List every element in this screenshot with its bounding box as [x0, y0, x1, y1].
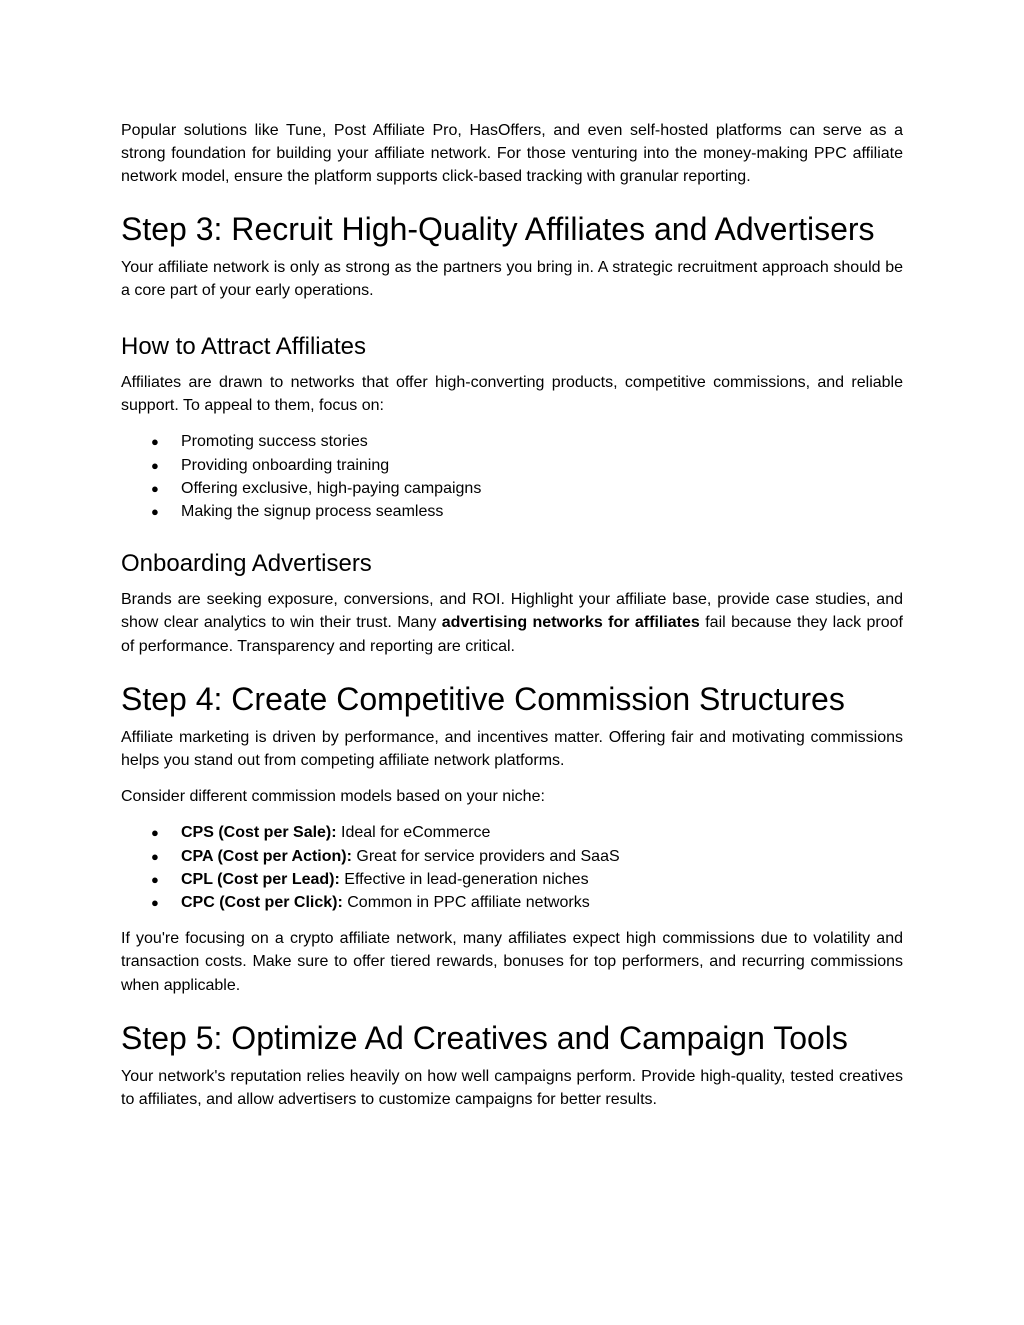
model-description: Common in PPC affiliate networks	[342, 894, 590, 912]
onboarding-advertisers-heading: Onboarding Advertisers	[121, 550, 372, 578]
commission-models-list	[121, 821, 903, 914]
model-term: CPC (Cost per Click):	[181, 894, 343, 912]
attract-affiliates-heading: How to Attract Affiliates	[121, 333, 367, 361]
list-item: ● Making the signup process seamless	[121, 500, 903, 523]
list-item	[121, 868, 903, 891]
model-term: CPS (Cost per Sale):	[181, 824, 337, 842]
list-item: ● Offering exclusive, high-paying campaigns	[121, 477, 903, 500]
onboarding-text-before: Brands are seeking exposure, conversions, and ROI. Highlight your affiliate base, provide case studies, and show clear analytics to win their trust. Many	[121, 591, 903, 632]
step4-heading: Step 4: Create Competitive Commission Structures	[121, 680, 845, 717]
step3-heading: Step 3: Recruit High-Quality Affiliates and Advertisers	[121, 210, 875, 247]
model-description: Effective in lead-generation niches	[339, 870, 589, 888]
step3-paragraph: Your affiliate network is only as strong as the partners you bring in. A strategic recruitment approach should be a core part of your early operations.	[121, 258, 903, 299]
step5-paragraph: Your network's reputation relies heavily on how well campaigns perform. Provide high-quality, tested creatives to affiliates, and allow advertisers to customize campaigns for better results.	[121, 1067, 903, 1109]
commission-models-intro: Consider different commission models based on your niche:	[121, 788, 545, 806]
model-term: CPL (Cost per Lead):	[181, 870, 340, 888]
onboarding-bold-phrase: advertising networks for affiliates	[441, 614, 700, 632]
model-term: CPA (Cost per Action):	[181, 847, 352, 865]
step5-heading: Step 5: Optimize Ad Creatives and Campaign Tools	[121, 1019, 848, 1056]
model-description: Ideal for eCommerce	[336, 824, 491, 842]
list-item	[121, 845, 903, 868]
crypto-paragraph: If you're focusing on a crypto affiliate network, many affiliates expect high commissions due to volatility and transaction costs. Make sure to offer tiered rewards, bonuses for top performers, and recurring commissions when applicable.	[121, 930, 903, 994]
list-item	[121, 821, 903, 844]
model-description: Great for service providers and SaaS	[351, 847, 620, 865]
onboarding-text-after: fail because they lack proof of performance. Transparency and reporting are critical.	[121, 614, 903, 655]
list-item	[121, 891, 903, 914]
attract-affiliates-list	[121, 430, 903, 523]
intro-paragraph: Popular solutions like Tune, Post Affiliate Pro, HasOffers, and even self-hosted platforms can serve as a strong foundation for building your affiliate network. For those venturing into the money-making PPC affiliate network model, ensure the platform supports click-based tracking with granular reporting.	[121, 122, 903, 186]
attract-affiliates-paragraph: Affiliates are drawn to networks that offer high-converting products, competitive commissions, and reliable support. To appeal to them, focus on:	[121, 374, 903, 415]
list-item: ● Providing onboarding training	[121, 454, 903, 477]
list-item: ● Promoting success stories	[121, 430, 903, 453]
step4-paragraph: Affiliate marketing is driven by performance, and incentives matter. Offering fair and motivating commissions helps you stand out from competing affiliate network platforms.	[121, 728, 903, 770]
onboarding-advertisers-paragraph	[121, 588, 903, 658]
document-page	[121, 119, 903, 1111]
